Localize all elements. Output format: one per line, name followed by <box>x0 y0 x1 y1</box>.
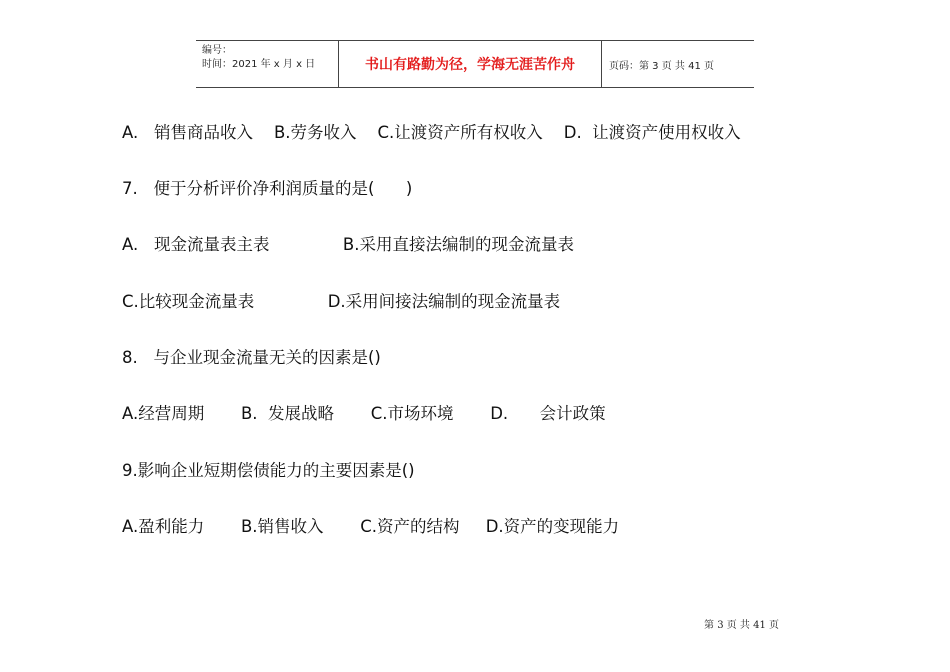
header-info <box>196 41 338 87</box>
question-7-options-cd: C.比较现金流量表 D.采用间接法编制的现金流量表 <box>122 292 561 311</box>
header-time-label: 时间：2021 年 x 月 x 日 <box>202 59 316 70</box>
question-7-options-ab: A. 现金流量表主表 B.采用直接法编制的现金流量表 <box>122 235 574 254</box>
question-7-stem: 7. 便于分析评价净利润质量的是( ) <box>122 179 413 198</box>
question-9-options: A.盈利能力 B.销售收入 C.资产的结构 D.资产的变现能力 <box>122 517 620 536</box>
header-number-label: 编号： <box>202 45 232 56</box>
question-6-options: A. 销售商品收入 B.劳务收入 C.让渡资产所有权收入 D. 让渡资产使用权收入 <box>122 123 741 142</box>
page-footer: 第 3 页 共 41 页 <box>704 620 779 631</box>
header-motto: 书山有路勤为径，学海无涯苦作舟 <box>338 41 602 87</box>
page-header <box>196 40 754 88</box>
question-8-options: A.经营周期 B. 发展战略 C.市场环境 D. 会计政策 <box>122 404 606 423</box>
header-page-code: 页码：第 3 页 共 41 页 <box>609 60 714 72</box>
question-8-stem: 8. 与企业现金流量无关的因素是() <box>122 348 381 367</box>
question-9-stem: 9.影响企业短期偿债能力的主要因素是() <box>122 461 415 480</box>
